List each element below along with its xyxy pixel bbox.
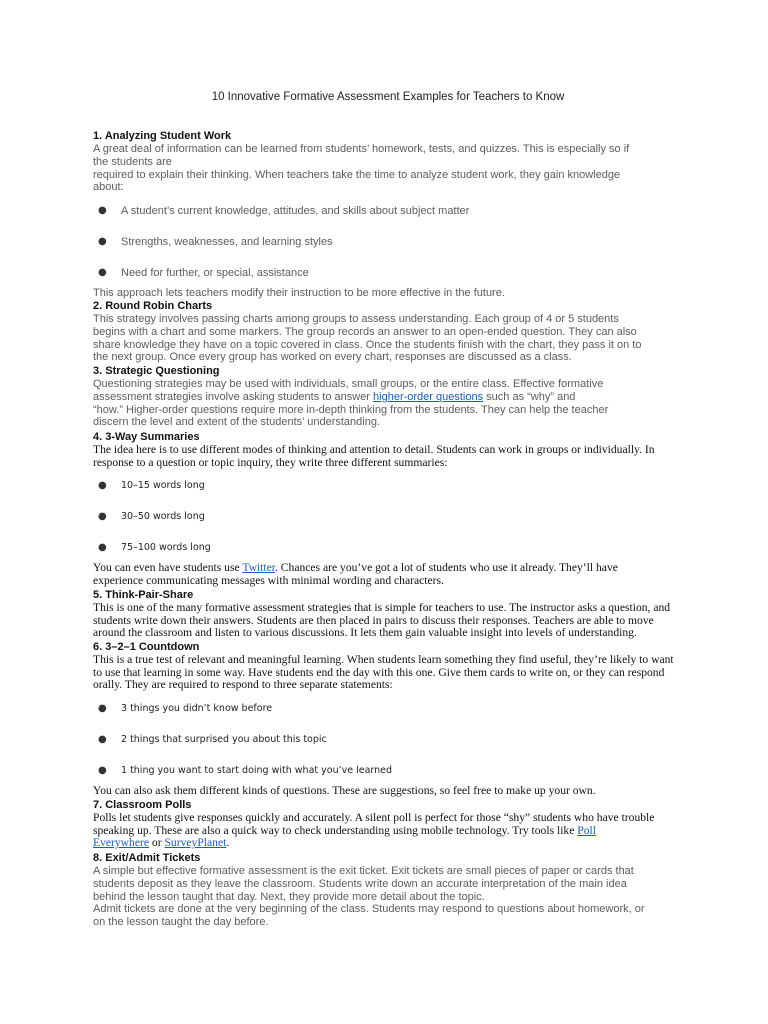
list-item (98, 510, 678, 524)
section-8-heading: 8. Exit/Admit Tickets (93, 852, 201, 864)
section-2-line: the next group. Once every group has worked on every chart, responses are discussed as a class. (93, 351, 572, 364)
bullet-icon: ● (98, 267, 107, 278)
section-1-heading: 1. Analyzing Student Work (93, 130, 232, 142)
list-item-text: Need for further, or special, assistance (121, 267, 309, 279)
section-4-followup-line: experience communicating messages with minimal wording and characters. (93, 573, 444, 587)
list-item (98, 266, 678, 280)
section-1-closing: This approach lets teachers modify their instruction to be more effective in the future. (93, 287, 505, 299)
list-item-text: Strengths, weaknesses, and learning styles (121, 236, 333, 248)
section-6-line: to use that learning in some way. Have students end the day with this one. Give them cards to write on, or they can respond (93, 665, 665, 679)
section-1-line: A great deal of information can be learned from students’ homework, tests, and quizzes. This is especially so if (93, 143, 630, 155)
section-2-paragraph (93, 313, 683, 364)
section-7-paragraph (93, 812, 683, 850)
section-7-line: speaking up. These are also a quick way to check understanding using mobile technology. Try tools like Poll (93, 823, 596, 837)
list-item-text: 75–100 words long (121, 542, 211, 553)
bullet-icon: ● (98, 703, 107, 714)
section-2-line: This strategy involves passing charts among groups to assess understanding. Each group of 4 or 5 students (93, 313, 619, 325)
list-item-text: A student’s current knowledge, attitudes, and skills about subject matter (121, 205, 470, 217)
section-4-followup-line: You can even have students use Twitter. Chances are you’ve got a lot of students who use it already. They’ll have (93, 561, 618, 574)
section-7-heading: 7. Classroom Polls (93, 799, 192, 811)
section-3-line: “how.” Higher-order questions require more in-depth thinking from the students. They can help the teacher (93, 403, 609, 416)
section-8-line: on the lesson taught the day before. (93, 916, 269, 929)
section-5-heading: 5. Think-Pair-Share (93, 589, 194, 601)
bullet-icon: ● (98, 205, 107, 216)
poll-everywhere-link[interactable]: Everywhere (93, 836, 150, 850)
list-item (98, 235, 678, 249)
section-6-followup: You can also ask them different kinds of questions. These are suggestions, so feel free to make up your own. (93, 784, 596, 797)
section-8-line: students deposit as they leave the classroom. Students write down an accurate interpretation of the main idea (93, 877, 627, 890)
list-item-text: 30–50 words long (121, 511, 205, 522)
document-title: 10 Innovative Formative Assessment Examples for Teachers to Know (211, 91, 565, 103)
section-1-line: required to explain their thinking. When teachers take the time to analyze student work, they gain knowledge (93, 168, 621, 181)
bullet-icon: ● (98, 542, 107, 553)
section-8-line: Admit tickets are done at the very beginning of the class. Students may respond to questions about homework, or (93, 903, 645, 916)
section-7-line: Polls let students give responses quickly and accurately. A silent poll is perfect for those “shy” students who have trouble (93, 811, 655, 824)
surveyplanet-link[interactable]: SurveyPlanet (164, 836, 227, 850)
higher-order-questions-link[interactable]: higher-order questions (373, 390, 484, 403)
section-2-line: share knowledge they have on a topic covered in class. Once the students finish with the chart, they pass it on to (93, 338, 642, 351)
list-item (98, 702, 678, 716)
section-8-paragraph (93, 865, 683, 929)
section-2-heading: 2. Round Robin Charts (93, 300, 213, 312)
section-6-line: This is a true test of relevant and meaningful learning. When students learn something they find useful, they’re likely to want (93, 653, 674, 666)
section-3-line: Questioning strategies may be used with individuals, small groups, or the entire class. Effective formative (93, 378, 604, 390)
section-5-line: students write down their answers. Students are then placed in pairs to discuss their responses. Teachers are able to move (93, 613, 654, 627)
list-item-text: 1 thing you want to start doing with what you’ve learned (121, 765, 393, 776)
section-4-paragraph (93, 444, 683, 469)
section-4-line: response to a question or topic inquiry, they write three different summaries: (93, 455, 448, 469)
bullet-icon: ● (98, 236, 107, 247)
section-6-heading: 6. 3–2–1 Countdown (93, 641, 200, 653)
section-1-line: the students are (93, 155, 172, 168)
section-5-paragraph (93, 602, 683, 640)
section-7-line: Everywhere or SurveyPlanet. (93, 836, 230, 850)
section-4-followup (93, 562, 683, 587)
section-6-line: orally. They are required to respond to three separate statements: (93, 678, 393, 692)
section-4-heading: 4. 3-Way Summaries (93, 431, 200, 443)
section-3-line: discern the level and extent of the students’ understanding. (93, 416, 381, 429)
section-3-line: assessment strategies involve asking students to answer higher-order questions such as “why” and (93, 390, 576, 403)
bullet-icon: ● (98, 511, 107, 522)
list-item-text: 2 things that surprised you about this topic (121, 734, 327, 745)
section-5-line: This is one of the many formative assessment strategies that is simple for teachers to use. The instructor asks a question, and (93, 601, 671, 614)
section-5-line: around the classroom and listen to various discussions. It lets them gain valuable insight into levels of understanding. (93, 626, 637, 640)
list-item (98, 541, 678, 555)
section-3-heading: 3. Strategic Questioning (93, 365, 220, 377)
section-8-line: behind the lesson taught that day. Next, they provide more detail about the topic. (93, 890, 485, 903)
section-2-line: begins with a chart and some markers. The group records an answer to an open-ended question. They can also (93, 325, 637, 338)
bullet-icon: ● (98, 734, 107, 745)
list-item-text: 3 things you didn’t know before (121, 703, 273, 714)
poll-everywhere-link[interactable]: Poll (577, 823, 596, 837)
bullet-icon: ● (98, 765, 107, 776)
list-item (98, 733, 678, 747)
section-1-paragraph (93, 143, 683, 194)
list-item (98, 764, 678, 778)
section-6-paragraph (93, 654, 683, 692)
bullet-icon: ● (98, 480, 107, 491)
section-8-line: A simple but effective formative assessment is the exit ticket. Exit tickets are small pieces of paper or cards that (93, 865, 634, 877)
section-1-line: about: (93, 181, 124, 194)
list-item (98, 479, 678, 493)
section-3-paragraph (93, 378, 683, 429)
list-item-text: 10–15 words long (121, 480, 205, 491)
list-item (98, 204, 678, 218)
twitter-link[interactable]: Twitter (242, 561, 275, 574)
section-4-line: The idea here is to use different modes of thinking and attention to detail. Students can work in groups or individually. In (93, 443, 655, 456)
